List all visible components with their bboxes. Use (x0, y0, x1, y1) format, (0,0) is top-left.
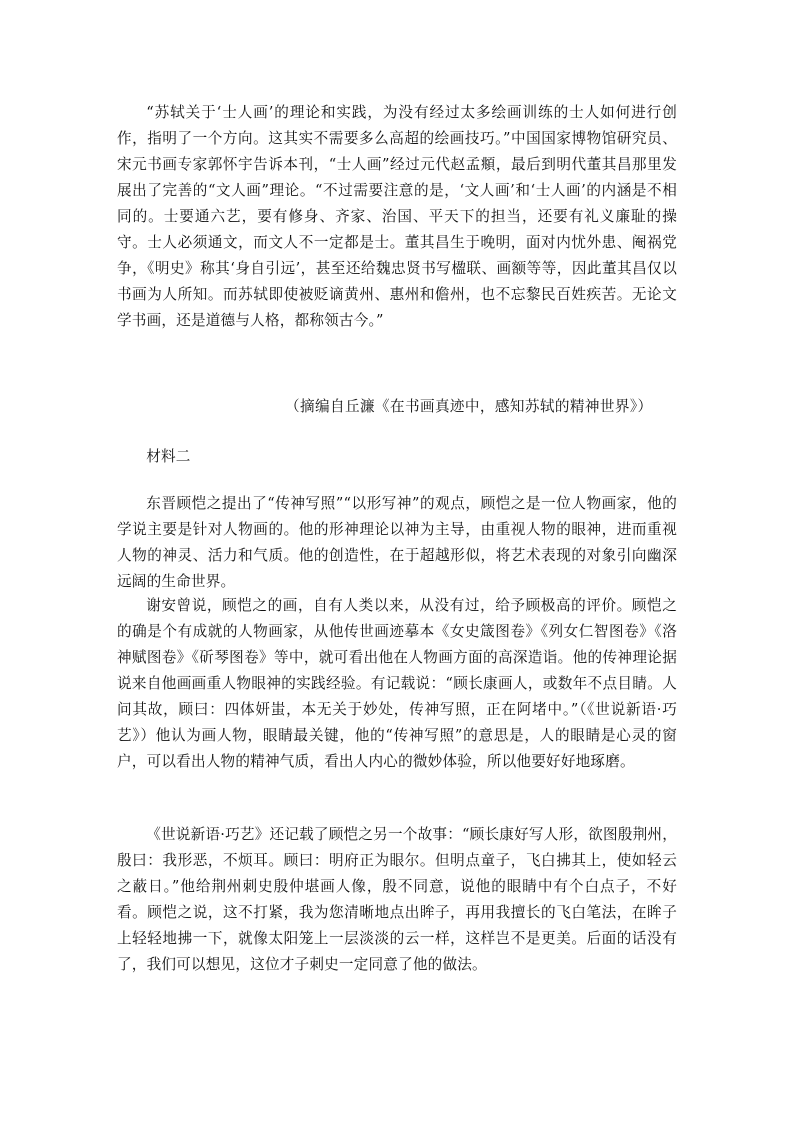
paragraph-su-shi-quote: “苏轼关于‘士人画’的理论和实践，为没有经过太多绘画训练的士人如何进行创作，指明了一个方向。这其实不需要多么高超的绘画技巧。”中国国家博物馆研究员、宋元书画专家郭怀宇告诉本刊，“士人画”经过元代赵孟頫，最后到明代董其昌那里发展出了完善的“文人画”理论。“不过需要注意的是，‘文人画’和‘士人画’的内涵是不相同的。士要通六艺，要有修身、齐家、治国、平天下的担当，还要有礼义廉耻的操守。士人必须通文，而文人不一定都是士。董其昌生于晚明，面对内忧外患、阉祸党争，《明史》称其‘身自引远’，甚至还给魏忠贤书写楹联、画额等等，因此董其昌仅以书画为人所知。而苏轼即使被贬谪黄州、惠州和儋州，也不忘黎民百姓疾苦。无论文学书画，还是道德与人格，都称领古今。” (117, 104, 677, 329)
section-heading-material-two: 材料二 (146, 448, 191, 465)
paragraph-xie-an-evaluation: 谢安曾说，顾恺之的画，自有人类以来，从没有过，给予顾极高的评价。顾恺之的确是个有成就的人物画家，从他传世画迹摹本《女史箴图卷》《列女仁智图卷》《洛神赋图卷》《斫琴图卷》等中，就可看出他在人物画方面的高深造诣。他的传神理论据说来自他画画重人物眼神的实践经验。有记载说：“顾长康画人，或数年不点目睛。人问其故，顾曰：四体妍蚩，本无关于妙处，传神写照，正在阿堵中。”（《世说新语·巧艺》）他认为画人物，眼睛最关键，他的“传神写照”的意思是，人的眼睛是心灵的窗户，可以看出人物的精神气质，看出人内心的微妙体验，所以他要好好地琢磨。 (117, 597, 677, 770)
paragraph-gu-kaizhi-theory: 东晋顾恺之提出了“传神写照”“以形写神”的观点，顾恺之是一位人物画家，他的学说主要是针对人物画的。他的形神理论以神为主导，由重视人物的眼神，进而重视人物的神灵、活力和气质。他的创造性，在于超越形似，将艺术表现的对象引向幽深远阔的生命世界。 (117, 495, 677, 590)
source-citation: （摘编自丘濂《在书画真迹中，感知苏轼的精神世界》） (285, 398, 653, 415)
paragraph-yin-zhongkan-story: 《世说新语·巧艺》还记载了顾恺之另一个故事：“顾长康好写人形，欲图殷荆州，殷曰：我形恶，不烦耳。顾曰：明府正为眼尔。但明点童子，飞白拂其上，使如轻云之蔽日。”他给荆州刺史殷仲堪画人像，殷不同意，说他的眼睛中有个白点子，不好看。顾恺之说，这不打紧，我为您清晰地点出眸子，再用我擅长的飞白笔法，在眸子上轻轻地拂一下，就像太阳笼上一层淡淡的云一样，这样岂不是更美。后面的话没有了，我们可以想见，这位才子刺史一定同意了他的做法。 (117, 826, 677, 973)
